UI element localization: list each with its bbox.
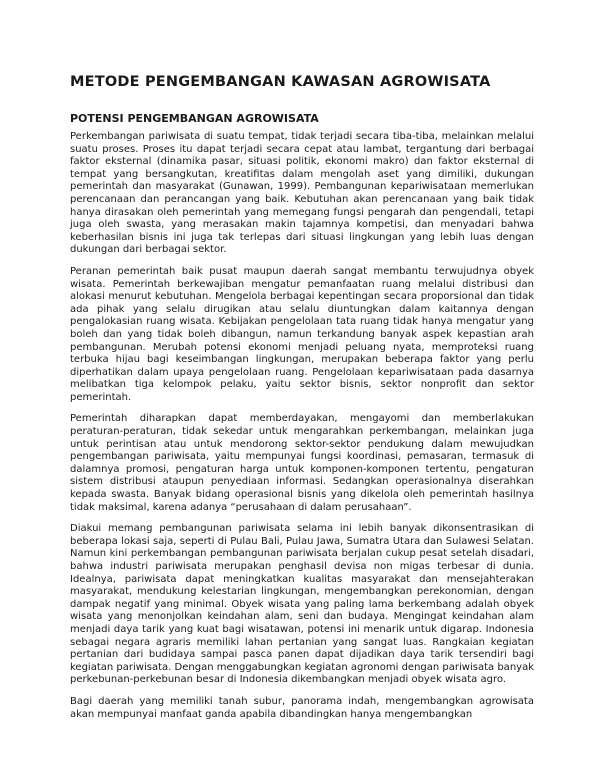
paragraph-1: Perkembangan pariwisata di suatu tempat, tidak terjadi secara tiba-tiba, melainkan melalui suatu proses. Proses itu dapat terjadi secara cepat atau lambat, tergantung dari berbagai faktor eksternal (dinamika pasar, situasi politik, ekonomi makro) dan faktor eksternal di tempat yang bersangkutan, kreatifitas dalam mengolah aset yang dimiliki, dukungan pemerintah dan masyarakat (Gunawan, 1999). Pembangunan kepariwisataan memerlukan perencanaan dan perancangan yang baik. Kebutuhan akan perencanaan yang baik tidak hanya dirasakan oleh pemerintah yang memegang fungsi pengarah dan pengendali, tetapi juga oleh swasta, yang merasakan makin tajamnya kompetisi, dan menyadari bahwa keberhasilan bisnis ini juga tak terlepas dari situasi lingkungan yang lebih luas dengan dukungan dari berbagai sektor. bbox=[70, 131, 534, 256]
paragraph-4: Diakui memang pembangunan pariwisata selama ini lebih banyak dikonsentrasikan di beberapa lokasi saja, seperti di Pulau Bali, Pulau Jawa, Sumatra Utara dan Sulawesi Selatan. Namun kini perkembangan pembangunan pariwisata berjalan cukup pesat setelah disadari, bahwa industri pariwisata merupakan penghasil devisa non migas terbesar di dunia. Idealnya, pariwisata dapat meningkatkan kualitas masyarakat dan mensejahterakan masyarakat, mendukung kelestarian lingkungan, mengembangkan perekonomian, dengan dampak negatif yang minimal. Obyek wisata yang paling lama berkembang adalah obyek wisata yang menonjolkan keindahan alam, seni dan budaya. Mengingat keindahan alam menjadi daya tarik yang kuat bagi wisatawan, potensi ini menarik untuk digarap. Indonesia sebagai negara agraris memiliki lahan pertanian yang sangat luas. Rangkaian kegiatan pertanian dari budidaya sampai pasca panen dapat dijadikan daya tarik tersendiri bagi kegiatan pariwisata. Dengan menggabungkan kegiatan agronomi dengan pariwisata banyak perkebunan-perkebunan besar di Indonesia dikembangkan menjadi obyek wisata agro. bbox=[70, 523, 534, 686]
document-title: METODE PENGEMBANGAN KAWASAN AGROWISATA bbox=[70, 74, 491, 90]
section-title: POTENSI PENGEMBANGAN AGROWISATA bbox=[70, 112, 319, 125]
paragraph-2: Peranan pemerintah baik pusat maupun daerah sangat membantu terwujudnya obyek wisata. Pemerintah berkewajiban mengatur pemanfaatan ruang melalui distribusi dan alokasi menurut kebutuhan. Mengelola berbagai kepentingan secara proporsional dan tidak ada pihak yang selalu dirugikan atau selalu diuntungkan dalam kaitannya dengan pengalokasian ruang wisata. Kebijakan pengelolaan tata ruang tidak hanya mengatur yang boleh dan yang tidak boleh dibangun, namun terkandung banyak aspek kepastian arah pembangunan. Merubah potensi ekonomi menjadi peluang nyata, memproteksi ruang terbuka hijau bagi keseimbangan lingkungan, merupakan beberapa faktor yang perlu diperhatikan dalam upaya pengelolaan ruang. Pengelolaan kepariwisataan pada dasarnya melibatkan tiga kelompok pelaku, yaitu sektor bisnis, sektor nonprofit dan sektor pemerintah. bbox=[70, 265, 534, 403]
paragraph-3: Pemerintah diharapkan dapat memberdayakan, mengayomi dan memberlakukan peraturan-peraturan, tidak sekedar untuk mengarahkan perkembangan, melainkan juga untuk perintisan atau untuk mendorong sektor-sektor pendukung dalam mewujudkan pengembangan pariwisata, yaitu mempunyai fungsi koordinasi, pemasaran, termasuk di dalamnya promosi, pengaturan harga untuk komponen-komponen tertentu, pengaturan sistem distribusi ataupun penyediaan informasi. Sedangkan operasionalnya diserahkan kepada swasta. Banyak bidang operasional bisnis yang dikelola oleh pemerintah hasilnya tidak maksimal, karena adanya “perusahaan di dalam perusahaan”. bbox=[70, 413, 534, 513]
paragraph-5: Bagi daerah yang memiliki tanah subur, panorama indah, mengembangkan agrowisata akan mempunyai manfaat ganda apabila dibandingkan hanya mengembangkan bbox=[70, 695, 534, 720]
